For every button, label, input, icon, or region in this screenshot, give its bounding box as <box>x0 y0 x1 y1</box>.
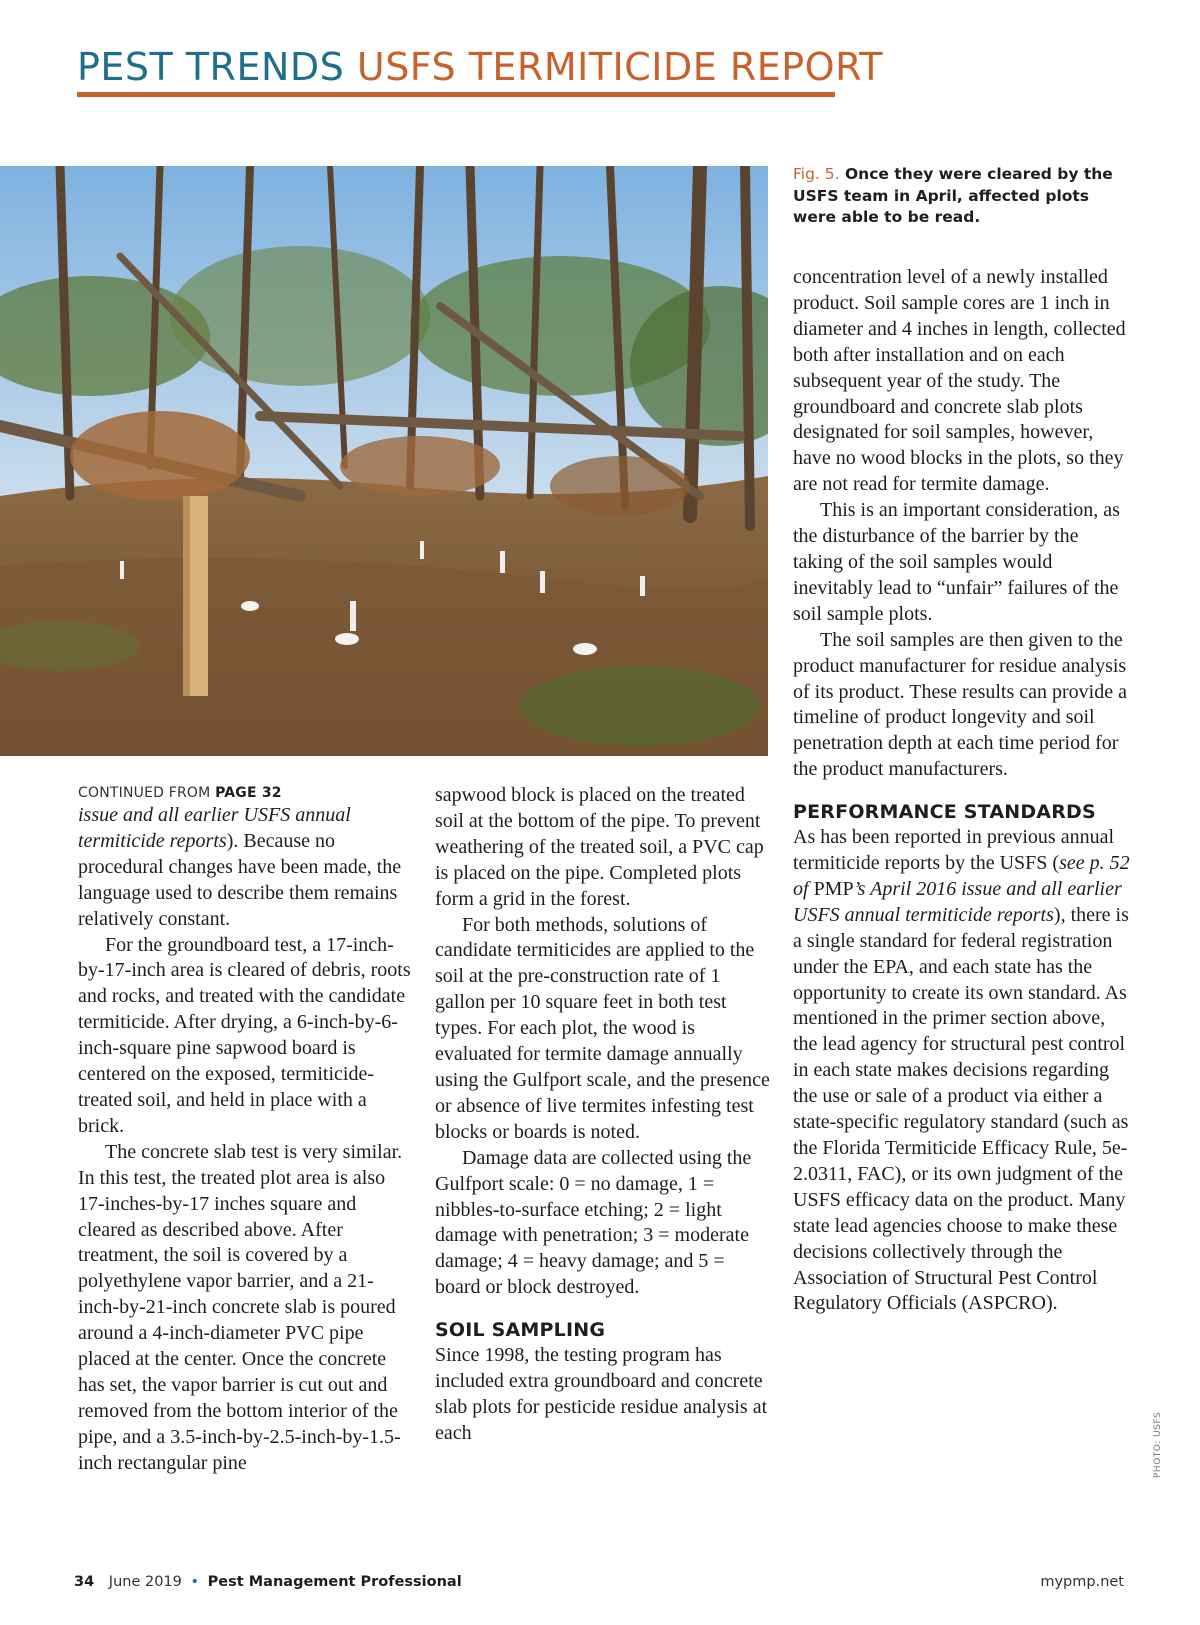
header-rule <box>77 92 835 97</box>
photo-credit: PHOTO: USFS <box>1153 1411 1163 1478</box>
page-number: 34 <box>74 1574 95 1590</box>
paragraph: For the groundboard test, a 17-inch-by-17-inch area is cleared of debris, roots and rocks, and treated with the candidate termiticide. After drying, a 6-inch-by-6-inch-square pine sapwood board is centered on the exposed, termiticide-treated soil, and held in place with a brick. <box>78 933 411 1137</box>
paragraph: For both methods, solutions of candidate termiticides are applied to the soil at the pre-construction rate of 1 gallon per 10 square feet in both test types. For each plot, the wood is evaluated for termite damage annually using the Gulfport scale, and the presence or absence of live termites infesting test blocks or boards is noted. <box>435 913 770 1143</box>
figure-label: Fig. 5. <box>793 165 840 183</box>
italic-reference: see p. 52 of <box>793 852 1130 900</box>
italic-reference: issue and all earlier USFS annual termiticide reports <box>78 804 351 852</box>
continued-from <box>78 783 413 803</box>
italic-reference: ’s April 2016 issue and all earlier USFS annual termiticide reports <box>793 877 1122 926</box>
subhead-performance-standards: PERFORMANCE STANDARDS <box>793 801 1096 824</box>
issue-date: June 2019 <box>108 1574 182 1590</box>
paragraph: The soil samples are then given to the product manufacturer for residue analysis of its product. These results can provide a timeline of product longevity and soil penetration depth at each time period for the product manufacturers. <box>793 628 1127 781</box>
article-column-3 <box>793 265 1133 1317</box>
website-link[interactable]: mypmp.net <box>1040 1574 1124 1590</box>
footer-separator: • <box>190 1574 200 1590</box>
photo-caption <box>793 164 1133 229</box>
subhead-soil-sampling: SOIL SAMPLING <box>435 1319 606 1342</box>
page-footer <box>74 1574 1124 1598</box>
paragraph <box>793 825 1133 1317</box>
header-title <box>77 44 883 90</box>
article-column-1 <box>78 783 413 1477</box>
caption-text: Once they were cleared by the USFS team in April, affected plots were able to be read. <box>793 165 1113 226</box>
magazine-name: Pest Management Professional <box>207 1574 462 1590</box>
paragraph <box>78 803 413 933</box>
paragraph-text: ), there is a single standard for federal registration under the EPA, and each state has the opportunity to create its own standard. As mentioned in the primer section above, the lead agency for structural pest control in each state makes decisions regarding the use or sale of a product via either a state-specific regulatory standard (such as the Florida Termiticide Efficacy Rule, 5e-2.0311, FAC), or its own judgment of the USFS efficacy data on the product. Many state lead agencies choose to make these decisions collectively through the Association of Structural Pest Control Regulatory Officials (ASPCRO). <box>793 903 1129 1315</box>
paragraph-text: As has been reported in previous annual termiticide reports by the USFS ( <box>793 826 1115 875</box>
footer-left <box>74 1574 462 1590</box>
paragraph: sapwood block is placed on the treated soil at the bottom of the pipe. To prevent weathering of the treated soil, a PVC cap is placed on the pipe. Completed plots form a grid in the forest. <box>435 784 764 910</box>
paragraph: This is an important consideration, as the disturbance of the barrier by the taking of the soil samples would inevitably lead to “unfair” failures of the soil sample plots. <box>793 499 1120 625</box>
article-column-2 <box>435 783 770 1447</box>
page-header <box>77 44 883 100</box>
continued-page: PAGE 32 <box>215 785 282 801</box>
magazine-abbrev: PMP <box>813 877 854 900</box>
header-section: PEST TRENDS <box>77 45 345 89</box>
paragraph: concentration level of a newly installed product. Soil sample cores are 1 inch in diameter and 4 inches in length, collected both after installation and on each subsequent year of the study. The groundboard and concrete slab plots designated for soil samples, however, have no wood blocks in the plots, so they are not read for termite damage. <box>793 266 1126 496</box>
paragraph: Damage data are collected using the Gulfport scale: 0 = no damage, 1 = nibbles-to-surface etching; 2 = light damage with penetration; 3 = moderate damage; 4 = heavy damage; and 5 = board or block destroyed. <box>435 1146 752 1299</box>
header-report-title: USFS TERMITICIDE REPORT <box>356 45 883 89</box>
forest-plot-photo <box>0 166 768 756</box>
paragraph: Since 1998, the testing program has included extra groundboard and concrete slab plots for pesticide residue analysis at each <box>435 1344 768 1444</box>
paragraph-text: ). Because no procedural changes have been made, the language used to describe them remains relatively constant. <box>78 829 402 930</box>
paragraph: The concrete slab test is very similar. In this test, the treated plot area is also 17-inches-by-17 inches square and cleared as described above. After treatment, the soil is covered by a polyethylene vapor barrier, and a 21-inch-by-21-inch concrete slab is poured around a 4-inch-diameter PVC pipe placed at the center. Once the concrete has set, the vapor barrier is cut out and removed from the bottom interior of the pipe, and a 3.5-inch-by-2.5-inch-by-1.5-inch rectangular pine <box>78 1140 403 1474</box>
continued-prefix: CONTINUED FROM <box>78 785 216 801</box>
